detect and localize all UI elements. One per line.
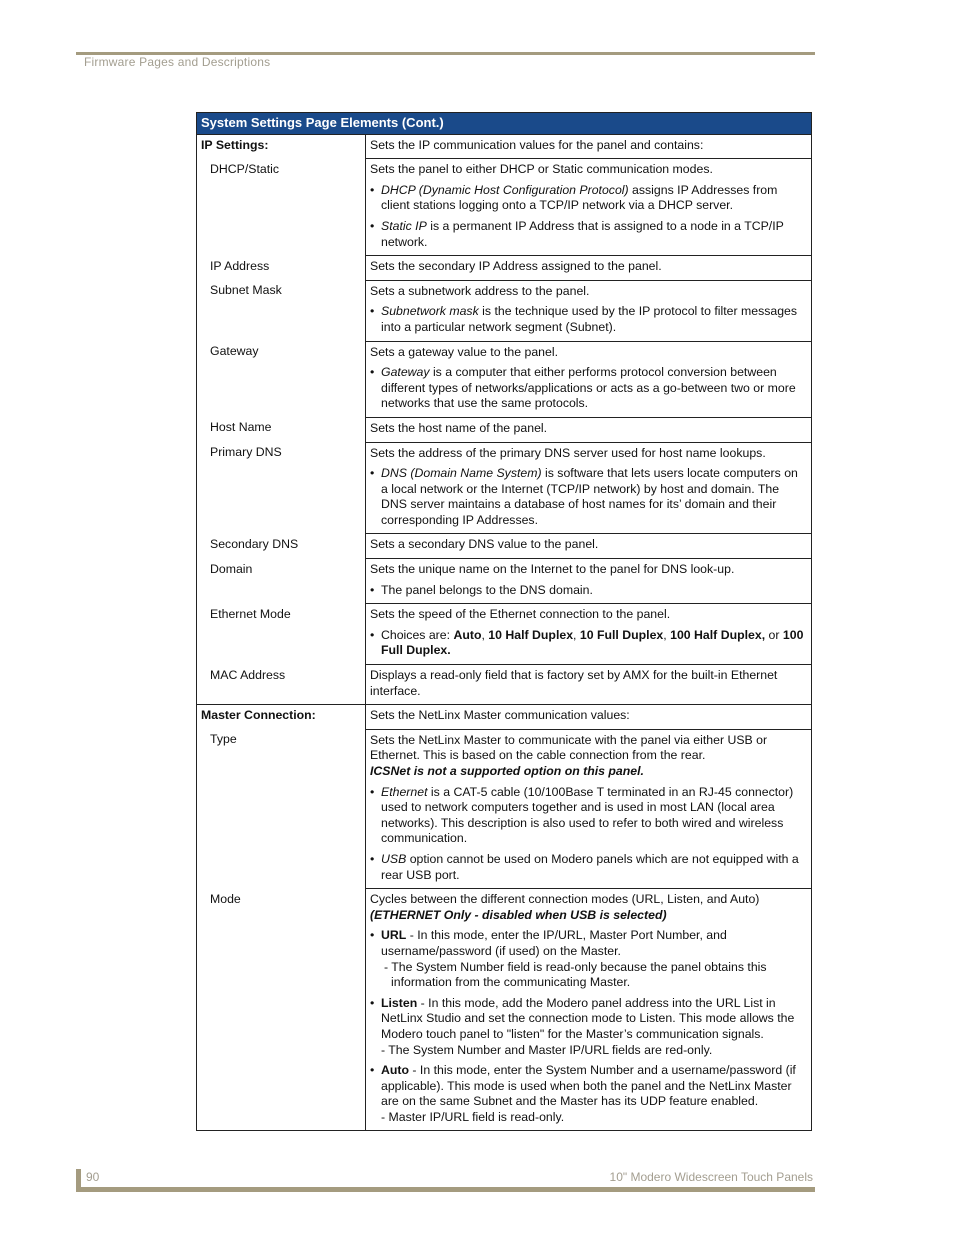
row-desc-mode: Cycles between the different connection modes (URL, Listen, and Auto) (ETHERNET Only - disabled when USB is selected) • URL - In this mode, enter the IP/URL, Master Port Number, and username/password (if used) on the Master. - The System Number field is read-only because the panel obtains this information from the communicating Master. • Listen - In this mode, add the Modero panel address into the URL List in NetLinx Studio and set the connection mode to Listen. This mode allows the Modero touch panel to "listen" for the Master’s communication signals. - The System Number and Master IP/URL fields are red-only. • Auto - In this mode, enter the System Number and a username/password (if applicable). This mode is used when both the panel and the NetLinx Master are on the same Subnet and the Master has its UDP feature enabled. - Master IP/URL field is read-only. — [366, 889, 812, 1131]
row-label-host-name: Host Name — [210, 420, 272, 435]
row-label-ip-address: IP Address — [210, 258, 270, 273]
row-desc-ip-address: Sets the secondary IP Address assigned to the panel. — [366, 256, 812, 281]
table-row — [197, 341, 812, 417]
table-row — [197, 256, 812, 281]
row-label-gateway: Gateway — [210, 344, 259, 359]
row-label-type: Type — [210, 732, 237, 747]
bullet: • DNS (Domain Name System) is software that lets users locate computers on a local network or the Internet (TCP/IP network) by host and domain. The DNS server maintains a database of host names for its’ domain and their corresponding IP Addresses. — [370, 466, 807, 528]
table-row — [197, 280, 812, 341]
row-desc-subnet-mask: Sets a subnetwork address to the panel. • Subnetwork mask is the technique used by the IP protocol to filter messages into a particular network segment (Subnet). — [366, 280, 812, 341]
bullet: • Static IP is a permanent IP Address that is assigned to a node in a TCP/IP network. — [370, 219, 807, 250]
bullet: • Subnetwork mask is the technique used by the IP protocol to filter messages into a particular network segment (Subnet). — [370, 304, 807, 335]
row-desc-type: Sets the NetLinx Master to communicate with the panel via either USB or Ethernet. This is based on the cable connection from the rear. ICSNet is not a supported option on this panel. • Ethernet is a CAT-5 cable (10/100Base T terminated in an RJ-45 connector) used to network computers together and is used in most LAN (local area networks). This description is also used to refer to both wired and wireless communication. • USB option cannot be used on Modero panels which are not equipped with a rear USB port. — [366, 729, 812, 888]
table-title: System Settings Page Elements (Cont.) — [197, 113, 812, 135]
footer-doc-title: 10" Modero Widescreen Touch Panels — [609, 1170, 813, 1184]
running-header: Firmware Pages and Descriptions — [84, 55, 271, 69]
row-desc-host-name: Sets the host name of the panel. — [366, 417, 812, 442]
bullet: • The panel belongs to the DNS domain. — [370, 583, 807, 599]
footer-rule — [76, 1187, 815, 1192]
bullet: • Gateway is a computer that either performs protocol conversion between different types of networks/applications or acts as a go-between two or more networks that use the same protocols. — [370, 365, 807, 412]
row-desc-primary-dns: Sets the address of the primary DNS server used for host name lookups. • DNS (Domain Name System) is software that lets users locate computers on a local network or the Internet (TCP/IP network) by host and domain. The DNS server maintains a database of host names for its’ domain and their corresponding IP Addresses. — [366, 442, 812, 534]
bullet: • Listen - In this mode, add the Modero panel address into the URL List in NetLinx Studio and set the connection mode to Listen. This mode allows the Modero touch panel to "listen" for the Master’s communication signals. - The System Number and Master IP/URL fields are red-only. — [370, 996, 807, 1058]
table-row — [197, 604, 812, 665]
row-desc-gateway: Sets a gateway value to the panel. • Gateway is a computer that either performs protocol conversion between different types of networks/applications or acts as a go-between two or more networks that use the same protocols. — [366, 341, 812, 417]
row-label-mode: Mode — [210, 891, 241, 906]
row-label-ip-settings: IP Settings: — [197, 134, 366, 159]
bullet: • Ethernet is a CAT-5 cable (10/100Base T terminated in an RJ-45 connector) used to network computers together and is used in most LAN (local area networks). This description is also used to refer to both wired and wireless communication. — [370, 785, 807, 847]
table-row — [197, 705, 812, 730]
table-row — [197, 417, 812, 442]
row-desc-master-connection: Sets the NetLinx Master communication values: — [366, 705, 812, 730]
row-desc-mac-address: Displays a read-only field that is factory set by AMX for the built-in Ethernet interface. — [366, 665, 812, 705]
table-row — [197, 159, 812, 256]
row-label-domain: Domain — [210, 561, 253, 576]
row-desc-dhcp-static: Sets the panel to either DHCP or Static communication modes. • DHCP (Dynamic Host Configuration Protocol) assigns IP Addresses from client stations logging onto a TCP/IP network via a DHCP server. • Static IP is a permanent IP Address that is assigned to a node in a TCP/IP network. — [366, 159, 812, 256]
bullet: • Auto - In this mode, enter the System Number and a username/password (if applicable). This mode is used when both the panel and the NetLinx Master are on the same Subnet and the Master has its UDP feature enabled. - Master IP/URL field is read-only. — [370, 1063, 807, 1125]
bullet: • DHCP (Dynamic Host Configuration Protocol) assigns IP Addresses from client stations logging onto a TCP/IP network via a DHCP server. — [370, 183, 807, 214]
row-label-mac-address: MAC Address — [210, 667, 286, 682]
bullet: • URL - In this mode, enter the IP/URL, Master Port Number, and username/password (if used) on the Master. - The System Number field is read-only because the panel obtains this information from the communicating Master. — [370, 928, 807, 990]
table-row — [197, 889, 812, 1131]
row-desc-secondary-dns: Sets a secondary DNS value to the panel. — [366, 534, 812, 559]
row-label-master-connection: Master Connection: — [197, 705, 366, 730]
system-settings-table — [196, 112, 812, 1131]
row-label-ethernet-mode: Ethernet Mode — [210, 606, 291, 621]
table-row — [197, 729, 812, 888]
bullet: • USB option cannot be used on Modero panels which are not equipped with a rear USB port. — [370, 852, 807, 883]
table-row — [197, 442, 812, 534]
bullet: • Choices are: Auto, 10 Half Duplex, 10 Full Duplex, 100 Half Duplex, or 100 Full Duplex. — [370, 628, 807, 659]
table-row — [197, 559, 812, 604]
row-desc-ethernet-mode: Sets the speed of the Ethernet connection to the panel. • Choices are: Auto, 10 Half Duplex, 10 Full Duplex, 100 Half Duplex, or 100 Full Duplex. — [366, 604, 812, 665]
row-label-primary-dns: Primary DNS — [210, 445, 282, 459]
table-row — [197, 534, 812, 559]
table-row — [197, 665, 812, 705]
row-label-subnet-mask: Subnet Mask — [210, 283, 282, 298]
row-desc-ip-settings: Sets the IP communication values for the panel and contains: — [366, 134, 812, 159]
row-desc-domain: Sets the unique name on the Internet to the panel for DNS look-up. • The panel belongs to the DNS domain. — [366, 559, 812, 604]
row-label-dhcp-static: DHCP/Static — [210, 161, 280, 176]
row-label-secondary-dns: Secondary DNS — [210, 536, 299, 551]
table-row — [197, 134, 812, 159]
page-number: 90 — [86, 1170, 100, 1184]
